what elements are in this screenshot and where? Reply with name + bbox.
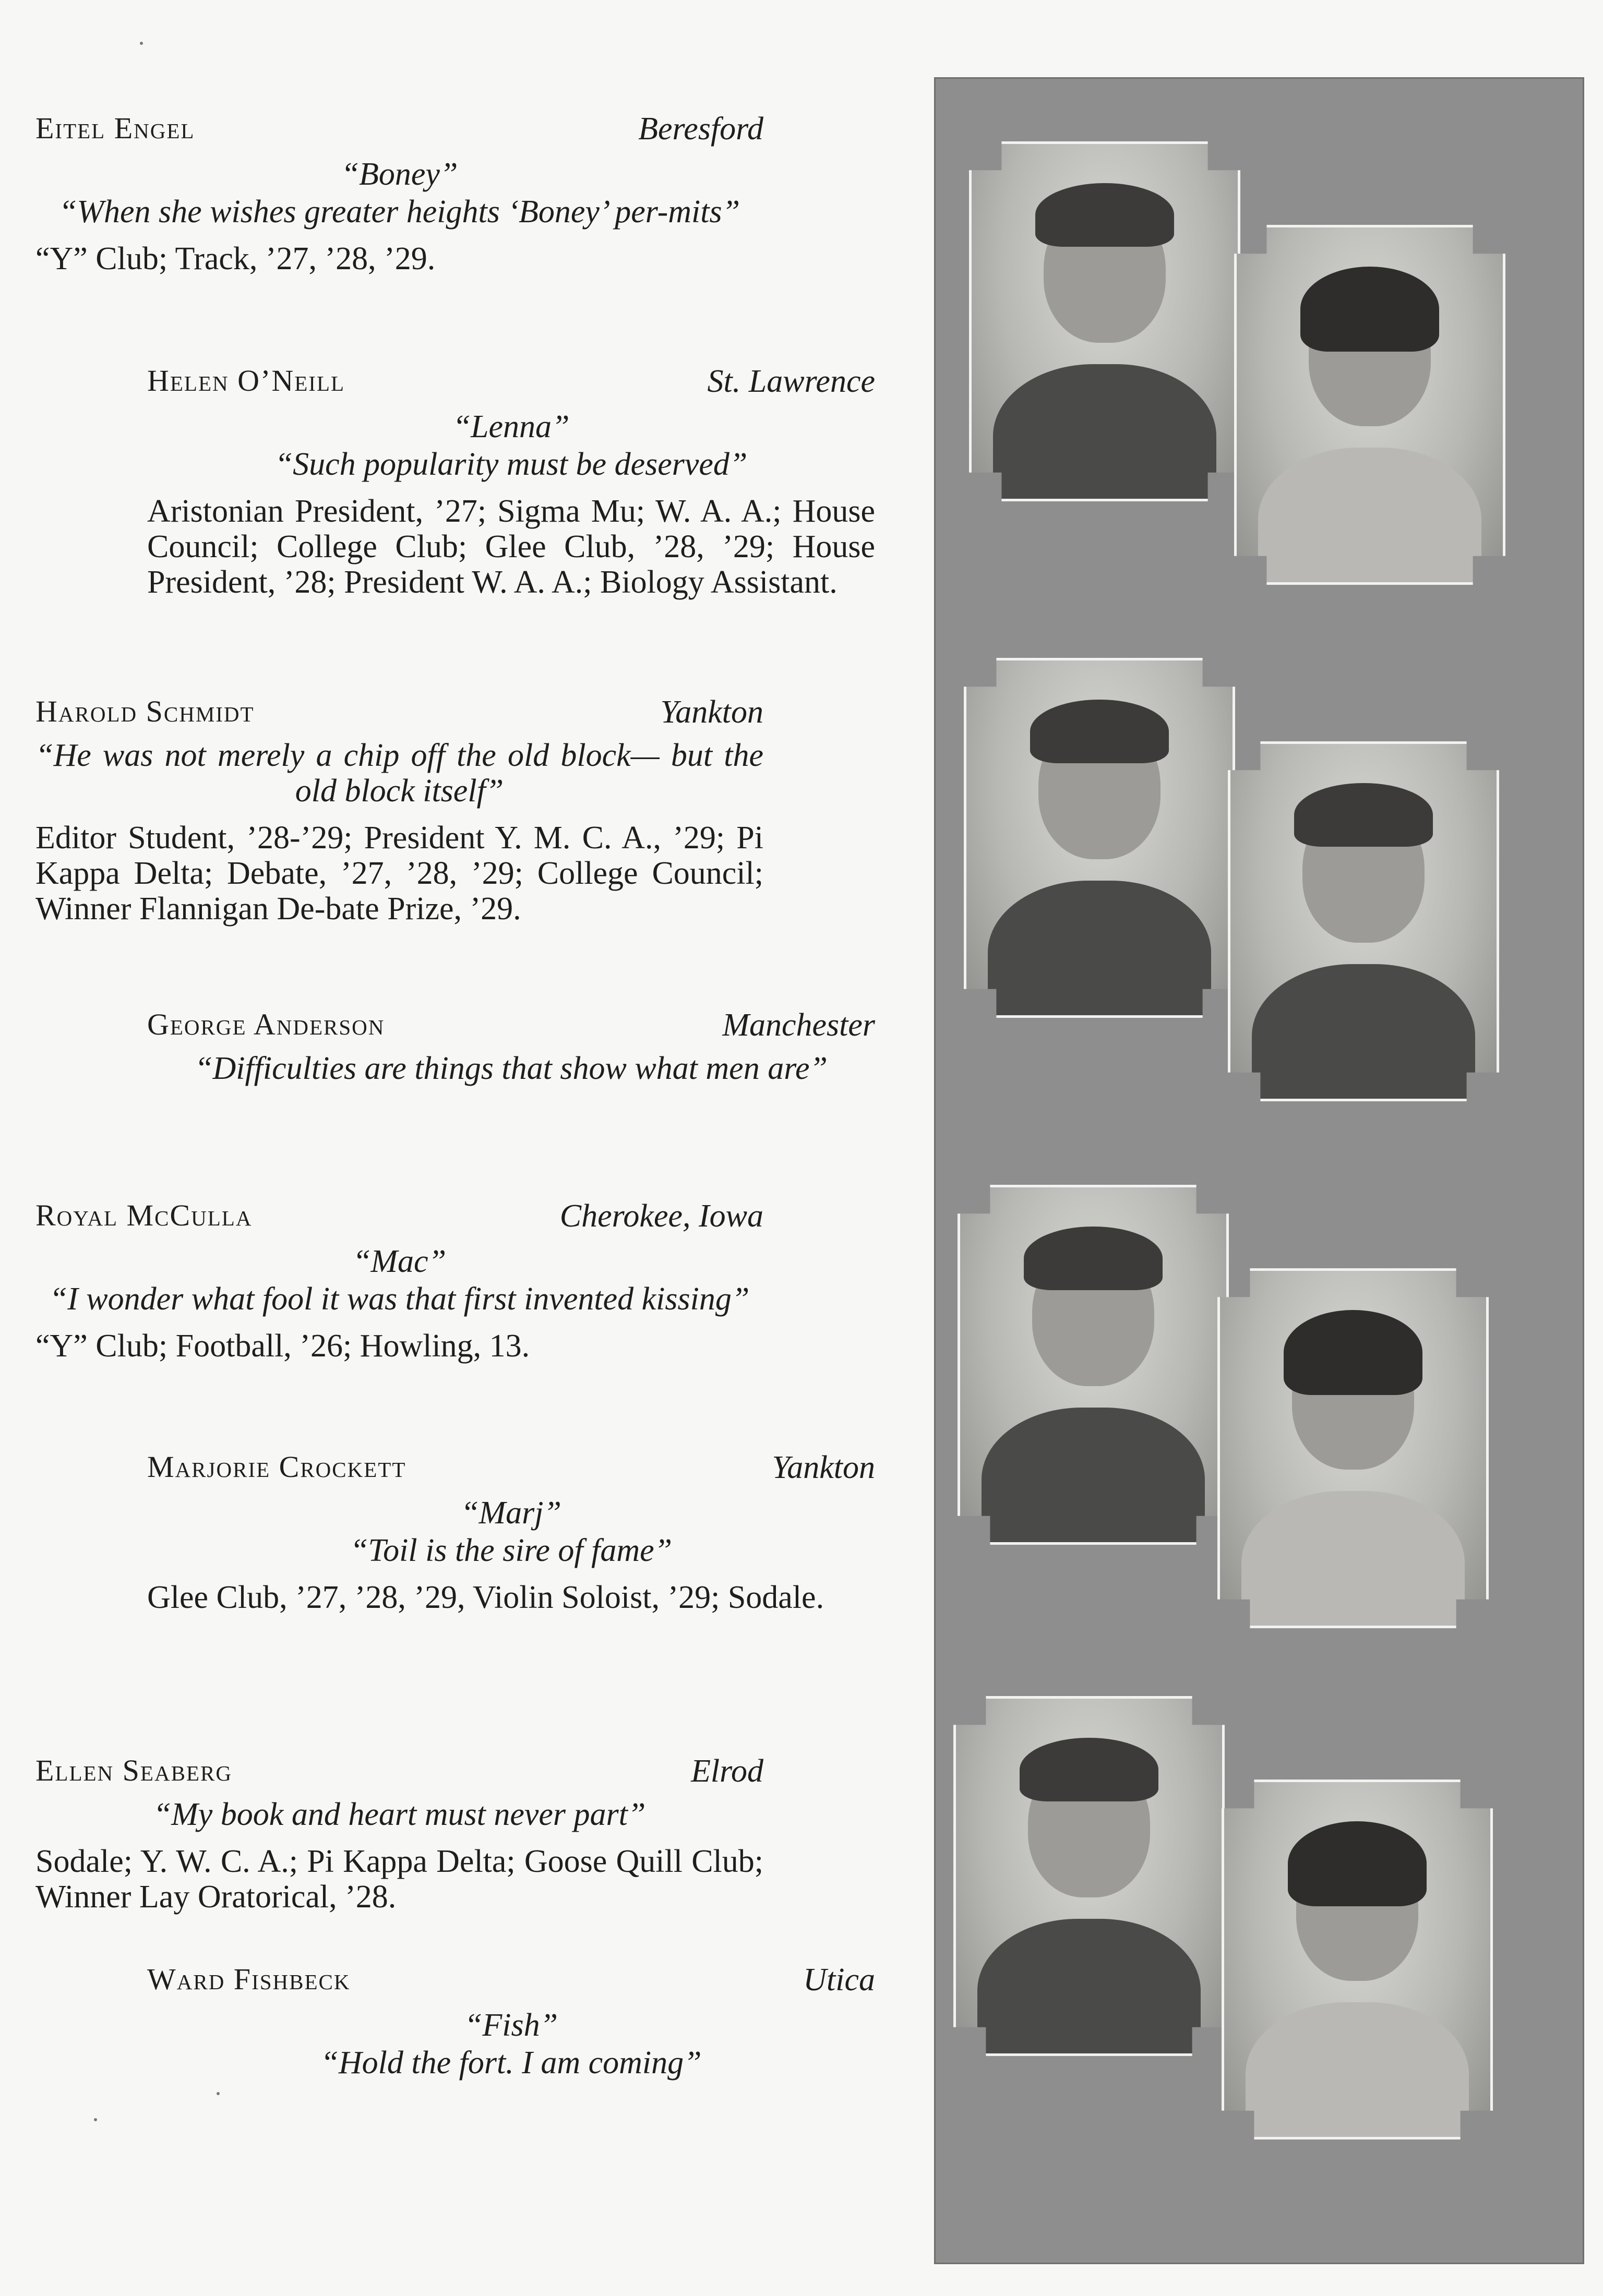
entry-ward-fishbeck <box>147 1962 875 2081</box>
hometown: Beresford <box>638 111 763 147</box>
student-name: Ward Fishbeck <box>147 1962 351 1996</box>
quote: “I wonder what fool it was that first invented kissing” <box>49 1281 750 1317</box>
entry-ellen-seaberg <box>35 1753 763 1915</box>
activities: Aristonian President, ’27; Sigma Mu; W. A. A.; House Council; College Club; Glee Club, ’28, ’29; House President, ’28; President W. A. A.; Biology Assistant. <box>147 494 875 600</box>
portrait-helen-oneill <box>1234 225 1505 585</box>
activities: Sodale; Y. W. C. A.; Pi Kappa Delta; Goose Quill Club; Winner Lay Oratorical, ’28. <box>35 1844 763 1915</box>
nickname: “Boney” <box>341 157 458 192</box>
student-name: Royal McCulla <box>35 1198 253 1232</box>
quote: “When she wishes greater heights ‘Boney’ per-mits” <box>58 194 740 230</box>
student-name: Eitel Engel <box>35 111 195 145</box>
hometown: Yankton <box>772 1450 875 1485</box>
nickname: “Lenna” <box>452 409 570 444</box>
quote: “He was not merely a chip off the old block— but the old block itself” <box>35 738 763 809</box>
entry-harold-schmidt <box>35 694 763 927</box>
hometown: Elrod <box>691 1753 763 1789</box>
nickname: “Fish” <box>464 2008 558 2043</box>
portrait-panel <box>934 77 1584 2264</box>
quote: “Toil is the sire of fame” <box>350 1533 673 1568</box>
hometown: Manchester <box>722 1007 875 1043</box>
hometown: Cherokee, Iowa <box>559 1198 763 1234</box>
entry-george-anderson <box>147 1007 875 1086</box>
entry-helen-oneill <box>147 363 875 600</box>
activities: “Y” Club; Track, ’27, ’28, ’29. <box>35 241 436 277</box>
student-name: Helen O’Neill <box>147 364 345 398</box>
nickname: “Mac” <box>352 1244 447 1279</box>
activities: Glee Club, ’27, ’28, ’29, Violin Soloist, ’29; Sodale. <box>147 1580 824 1615</box>
student-name: Ellen Seaberg <box>35 1753 232 1787</box>
quote: “Hold the fort. I am coming” <box>320 2045 702 2081</box>
hometown: Utica <box>803 1962 875 1998</box>
student-name: Harold Schmidt <box>35 694 255 728</box>
entry-royal-mcculla <box>35 1198 763 1364</box>
paper-speck <box>217 2092 220 2095</box>
quote: “Difficulties are things that show what men are” <box>194 1051 828 1086</box>
portrait-marjorie-crockett <box>1217 1268 1489 1628</box>
portrait-ellen-seaberg <box>953 1696 1225 2056</box>
quote: “Such popularity must be deserved” <box>274 447 748 482</box>
entry-eitel-engel <box>35 111 763 277</box>
portrait-harold-schmidt <box>964 658 1235 1018</box>
portrait-royal-mcculla <box>958 1185 1229 1545</box>
portrait-eitel-engel <box>969 141 1240 501</box>
paper-speck <box>140 42 143 45</box>
student-name: George Anderson <box>147 1007 385 1041</box>
portrait-george-anderson <box>1228 741 1499 1101</box>
hometown: St. Lawrence <box>707 364 875 399</box>
entry-marjorie-crockett <box>147 1449 875 1615</box>
activities: “Y” Club; Football, ’26; Howling, 13. <box>35 1328 530 1364</box>
hometown: Yankton <box>660 694 763 730</box>
quote: “My book and heart must never part” <box>153 1797 646 1832</box>
student-name: Marjorie Crockett <box>147 1450 406 1484</box>
paper-speck <box>94 2118 97 2121</box>
portrait-ward-fishbeck <box>1222 1780 1493 2139</box>
activities: Editor Student, ’28-’29; President Y. M. C. A., ’29; Pi Kappa Delta; Debate, ’27, ’28, ’29; College Council; Winner Flannigan De-bate Prize, ’29. <box>35 820 763 927</box>
nickname: “Marj” <box>461 1495 561 1531</box>
